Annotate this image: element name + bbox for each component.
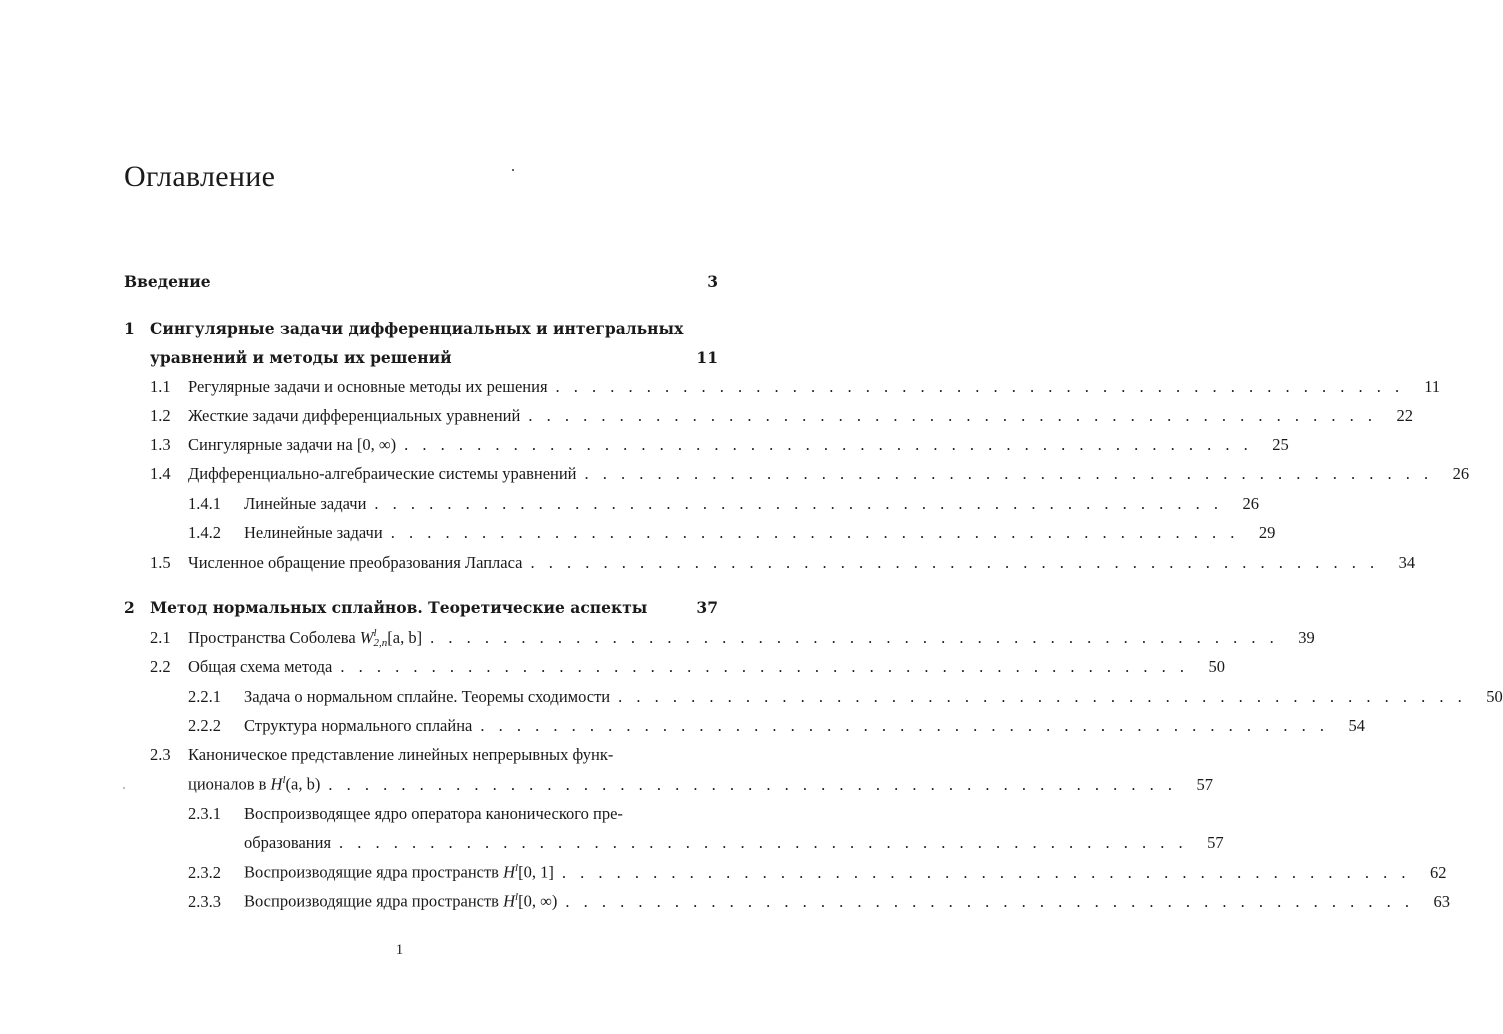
toc-section-title: Жесткие задачи дифференциальных уравнений [188, 406, 521, 425]
math-argument: (a, b) [285, 774, 321, 794]
math-subscript: 2,n [373, 637, 388, 650]
toc-leader-dots: . . . . . . . . . . . . . . . . . . . . . . . . . . . . . . . . . . . . . . . . . . . . . . . [339, 833, 1188, 852]
toc-page-number: 22 [1396, 406, 1413, 425]
math-argument: [a, b] [387, 628, 423, 647]
sobolev-space-symbol: W [359, 628, 374, 647]
toc-leader-dots: . . . . . . . . . . . . . . . . . . . . . . . . . . . . . . . . . . . . . . . . . . . . . . . [528, 406, 1377, 425]
toc-page-number: 39 [1298, 628, 1315, 647]
toc-chapter-number: 1 [124, 319, 135, 338]
toc-section-title: Дифференциально-алгебраические системы уравнений [188, 464, 577, 483]
toc-page-number: 57 [1196, 774, 1213, 794]
math-superscript: l [515, 862, 519, 874]
toc-leader-dots: . . . . . . . . . . . . . . . . . . . . . . . . . . . . . . . . . . . . . . . . . . . . . . . [430, 628, 1279, 647]
toc-page-number: 37 [696, 598, 718, 617]
toc-section-number: 1.4 [150, 464, 171, 483]
toc-entry-2-3-2[interactable] [188, 862, 1447, 883]
page-number: 1 [395, 942, 404, 958]
math-superscript: l [373, 627, 377, 640]
toc-entry-chapter-2[interactable] [124, 598, 718, 617]
toc-section-title: Сингулярные задачи на [0, ∞) [188, 435, 397, 454]
toc-page-number: 25 [1272, 435, 1289, 454]
toc-section-number: 1.2 [150, 406, 171, 425]
toc-section-number: 2.2 [150, 657, 171, 676]
toc-entry-intro[interactable] [124, 272, 718, 291]
space-symbol: H [503, 862, 516, 882]
toc-entry-1-4[interactable] [150, 464, 1470, 484]
toc-page-number: 26 [1242, 494, 1260, 513]
toc-leader-dots: . . . . . . . . . . . . . . . . . . . . . . . . . . . . . . . . . . . . . . . . . . . . . . . [404, 435, 1253, 454]
toc-entry-title: Введение [124, 272, 211, 291]
toc-subsection-title [244, 862, 554, 883]
toc-section-number: 2.1 [150, 628, 171, 647]
toc-page-number: 29 [1258, 523, 1276, 542]
toc-section-number: 2.3 [150, 745, 171, 764]
toc-page-number: 63 [1433, 891, 1450, 911]
toc-section-number: 1.5 [150, 553, 171, 572]
toc-entry-2-2-1[interactable] [188, 687, 1503, 707]
toc-section-number: 1.3 [150, 435, 171, 454]
toc-section-number: 1.1 [150, 377, 171, 396]
toc-chapter-title: Метод нормальных сплайнов. Теоретические аспекты [150, 598, 648, 617]
toc-leader-dots: . . . . . . . . . . . . . . . . . . . . . . . . . . . . . . . . . . . . . . . . . . . . . . . [555, 377, 1405, 396]
toc-chapter-number: 2 [124, 598, 135, 617]
toc-entry-1-2[interactable] [150, 406, 1413, 426]
toc-entry-1-1[interactable] [150, 377, 1441, 397]
toc-entry-1-3[interactable] [150, 435, 1289, 455]
toc-page-number: 11 [1424, 377, 1441, 396]
toc-page-number: 11 [696, 348, 718, 367]
toc-subsection-number: 2.3.2 [188, 862, 221, 882]
toc-subsection-title: Задача о нормальном сплайне. Теоремы сходимости [244, 687, 611, 706]
toc-entry-chapter-1[interactable] [150, 348, 718, 367]
toc-section-title: Численное обращение преобразования Лапласа [188, 553, 523, 572]
toc-subsection-title: Линейные задачи [244, 494, 367, 513]
toc-entry-2-2[interactable] [150, 657, 1225, 677]
toc-entry-1-4-1[interactable] [188, 494, 1260, 514]
toc-entry-2-3-1[interactable] [244, 833, 1224, 853]
toc-leader-dots: . . . . . . . . . . . . . . . . . . . . . . . . . . . . . . . . . . . . . . . . . . . . . . . [390, 523, 1240, 542]
toc-subsection-number: 2.3.1 [188, 804, 221, 823]
toc-section-title [188, 628, 422, 649]
toc-page-number: 50 [1208, 657, 1225, 676]
toc-entry-2-3[interactable] [188, 774, 1213, 795]
toc-chapter-title-line1[interactable]: Сингулярные задачи дифференциальных и интегральных [150, 319, 684, 338]
toc-section-title-text: ционалов в [188, 774, 267, 794]
toc-chapter-title-line2: уравнений и методы их решений [150, 348, 452, 367]
math-superscript: l [282, 774, 286, 786]
toc-subsection-number: 2.2.1 [188, 687, 221, 706]
toc-subsection-number: 1.4.2 [188, 523, 221, 542]
toc-page-number: 34 [1398, 553, 1416, 572]
toc-subsection-title-text: Воспроизводящие ядра пространств [244, 891, 499, 911]
toc-entry-2-2-2[interactable] [188, 716, 1365, 736]
toc-section-title: Регулярные задачи и основные методы их решения [188, 377, 548, 396]
toc-section-title-text: Пространства Соболева [188, 628, 356, 647]
toc-section-title-line1[interactable]: Каноническое представление линейных непрерывных функ- [188, 745, 614, 764]
toc-subsection-title-line2: образования [244, 833, 332, 852]
space-symbol: H [270, 774, 283, 794]
toc-page-number: 3 [707, 272, 718, 291]
toc-subsection-title: Структура нормального сплайна [244, 716, 473, 735]
toc-page-number: 54 [1348, 716, 1365, 735]
toc-page-number: 62 [1429, 862, 1447, 882]
toc-leader-dots: . . . . . . . . . . . . . . . . . . . . . . . . . . . . . . . . . . . . . . . . . . . . . . . [340, 657, 1189, 676]
toc-leader-dots: . . . . . . . . . . . . . . . . . . . . . . . . . . . . . . . . . . . . . . . . . . . . . . . [618, 687, 1467, 706]
toc-entry-2-1[interactable] [150, 627, 1315, 650]
toc-leader-dots: . . . . . . . . . . . . . . . . . . . . . . . . . . . . . . . . . . . . . . . . . . . . . . . [328, 774, 1177, 794]
toc-section-title: Общая схема метода [188, 657, 333, 676]
toc-section-title-line2 [188, 774, 320, 795]
toc-leader-dots: . . . . . . . . . . . . . . . . . . . . . . . . . . . . . . . . . . . . . . . . . . . . . . . [480, 716, 1329, 735]
toc-entry-1-4-2[interactable] [188, 523, 1276, 543]
math-argument: [0, 1] [518, 862, 554, 882]
toc-subsection-title-text: Воспроизводящие ядра пространств [244, 862, 499, 882]
toc-subsection-number: 2.2.2 [188, 716, 221, 735]
math-superscript: l [515, 891, 519, 903]
toc-leader-dots: . . . . . . . . . . . . . . . . . . . . . . . . . . . . . . . . . . . . . . . . . . . . . . . [530, 553, 1380, 572]
toc-leader-dots: . . . . . . . . . . . . . . . . . . . . . . . . . . . . . . . . . . . . . . . . . . . . . . . [561, 862, 1411, 882]
toc-entry-1-5[interactable] [150, 553, 1416, 573]
toc-leader-dots: . . . . . . . . . . . . . . . . . . . . . . . . . . . . . . . . . . . . . . . . . . . . . . . [565, 891, 1414, 911]
toc-subsection-number: 2.3.3 [188, 891, 221, 911]
space-symbol: H [503, 891, 516, 911]
toc-page-number: 50 [1486, 687, 1503, 706]
toc-entry-2-3-3[interactable] [188, 891, 1450, 912]
toc-page-number: 26 [1452, 464, 1470, 483]
toc-subsection-title: Нелинейные задачи [244, 523, 383, 542]
math-argument: [0, ∞) [518, 891, 558, 911]
toc-subsection-title [244, 891, 557, 912]
toc-leader-dots: . . . . . . . . . . . . . . . . . . . . . . . . . . . . . . . . . . . . . . . . . . . . . . . [374, 494, 1224, 513]
toc-page-number: 57 [1207, 833, 1224, 852]
page-title: Оглавление [124, 160, 276, 193]
toc-leader-dots: . . . . . . . . . . . . . . . . . . . . . . . . . . . . . . . . . . . . . . . . . . . . . . . [584, 464, 1434, 483]
toc-subsection-number: 1.4.1 [188, 494, 221, 513]
toc-subsection-title-line1[interactable]: Воспроизводящее ядро оператора канонического пре- [244, 804, 623, 823]
